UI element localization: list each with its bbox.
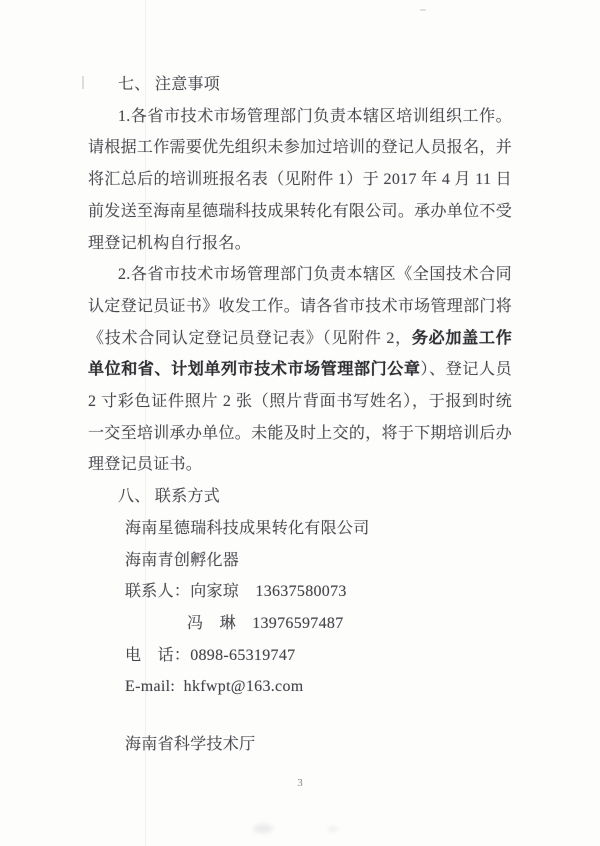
contact-email-segment: E-mail: hkfwpt@163.com — [125, 678, 304, 696]
contact-person-1-segment: 联系人：向家琼 13637580073 — [125, 583, 347, 601]
contact-person-2 — [88, 608, 512, 640]
contact-person-1 — [88, 576, 512, 608]
signature-org-segment: 海南省科学技术厅 — [125, 736, 256, 754]
para2-line5 — [88, 386, 512, 418]
contact-phone-segment: 电 话：0898-65319747 — [125, 646, 296, 664]
scan-artifact-speck — [420, 9, 426, 11]
para2-line7 — [88, 449, 512, 481]
para1-line3-segment: 将汇总后的培训班报名表（见附件 1）于 2017 年 4 月 11 日 — [88, 171, 512, 189]
section-heading-eight-segment: 八、 联系方式 — [118, 488, 221, 506]
para2-line6 — [88, 418, 512, 450]
para2-line4-bold-segment: 单位和省、计划单列市技术市场管理部门公章 — [88, 361, 421, 379]
para2-line1 — [88, 259, 512, 291]
contact-email — [88, 671, 512, 703]
para2-line1-segment: 2.各省市技术市场管理部门负责本辖区《全国技术合同 — [118, 266, 512, 284]
contact-company — [88, 513, 512, 545]
para2-line5-segment: 2 寸彩色证件照片 2 张（照片背面书写姓名），于报到时统 — [88, 393, 512, 411]
contact-person-2-segment: 冯 琳 13976597487 — [187, 614, 344, 632]
contact-incubator-segment: 海南青创孵化器 — [125, 551, 240, 569]
scan-artifact-smudge — [328, 827, 338, 832]
scan-artifact-dash — [82, 76, 84, 89]
scan-artifact-smudge — [253, 824, 273, 833]
signature-org — [88, 729, 512, 761]
contact-company-segment: 海南星德瑞科技成果转化有限公司 — [125, 519, 370, 537]
document-text-block — [88, 69, 512, 761]
para1-line3 — [88, 164, 512, 196]
para2-line3-segment: 《技术合同认定登记员登记表》（见附件 2， — [88, 329, 412, 347]
para2-line2 — [88, 291, 512, 323]
para1-line4 — [88, 196, 512, 228]
para1-line2-segment: 请根据工作需要优先组织未参加过培训的登记人员报名，并 — [88, 139, 512, 157]
para2-line6-segment: 一交至培训承办单位。未能及时上交的，将于下期培训后办 — [88, 424, 512, 442]
section-heading-seven — [88, 69, 512, 101]
para2-line4-segment: ）、登记人员 — [420, 361, 512, 379]
para1-line1 — [88, 101, 512, 133]
page-number: 3 — [297, 777, 303, 789]
para2-line3-bold-segment: 务必加盖工作 — [411, 329, 512, 347]
para1-line2 — [88, 132, 512, 164]
para2-line2-segment: 认定登记员证书》收发工作。请各省市技术市场管理部门将 — [88, 297, 512, 315]
para2-line4 — [88, 354, 512, 386]
para1-line5-segment: 理登记机构自行报名。 — [88, 234, 252, 252]
section-heading-eight — [88, 481, 512, 513]
contact-incubator — [88, 545, 512, 577]
para1-line5 — [88, 228, 512, 260]
para1-line4-segment: 前发送至海南星德瑞科技成果转化有限公司。承办单位不受 — [88, 202, 512, 220]
contact-phone — [88, 640, 512, 672]
para2-line3 — [88, 323, 512, 355]
section-heading-seven-segment: 七、 注意事项 — [118, 76, 221, 93]
para2-line7-segment: 理登记员证书。 — [88, 456, 203, 474]
para1-line1-segment: 1.各省市技术市场管理部门负责本辖区培训组织工作。 — [118, 107, 512, 125]
